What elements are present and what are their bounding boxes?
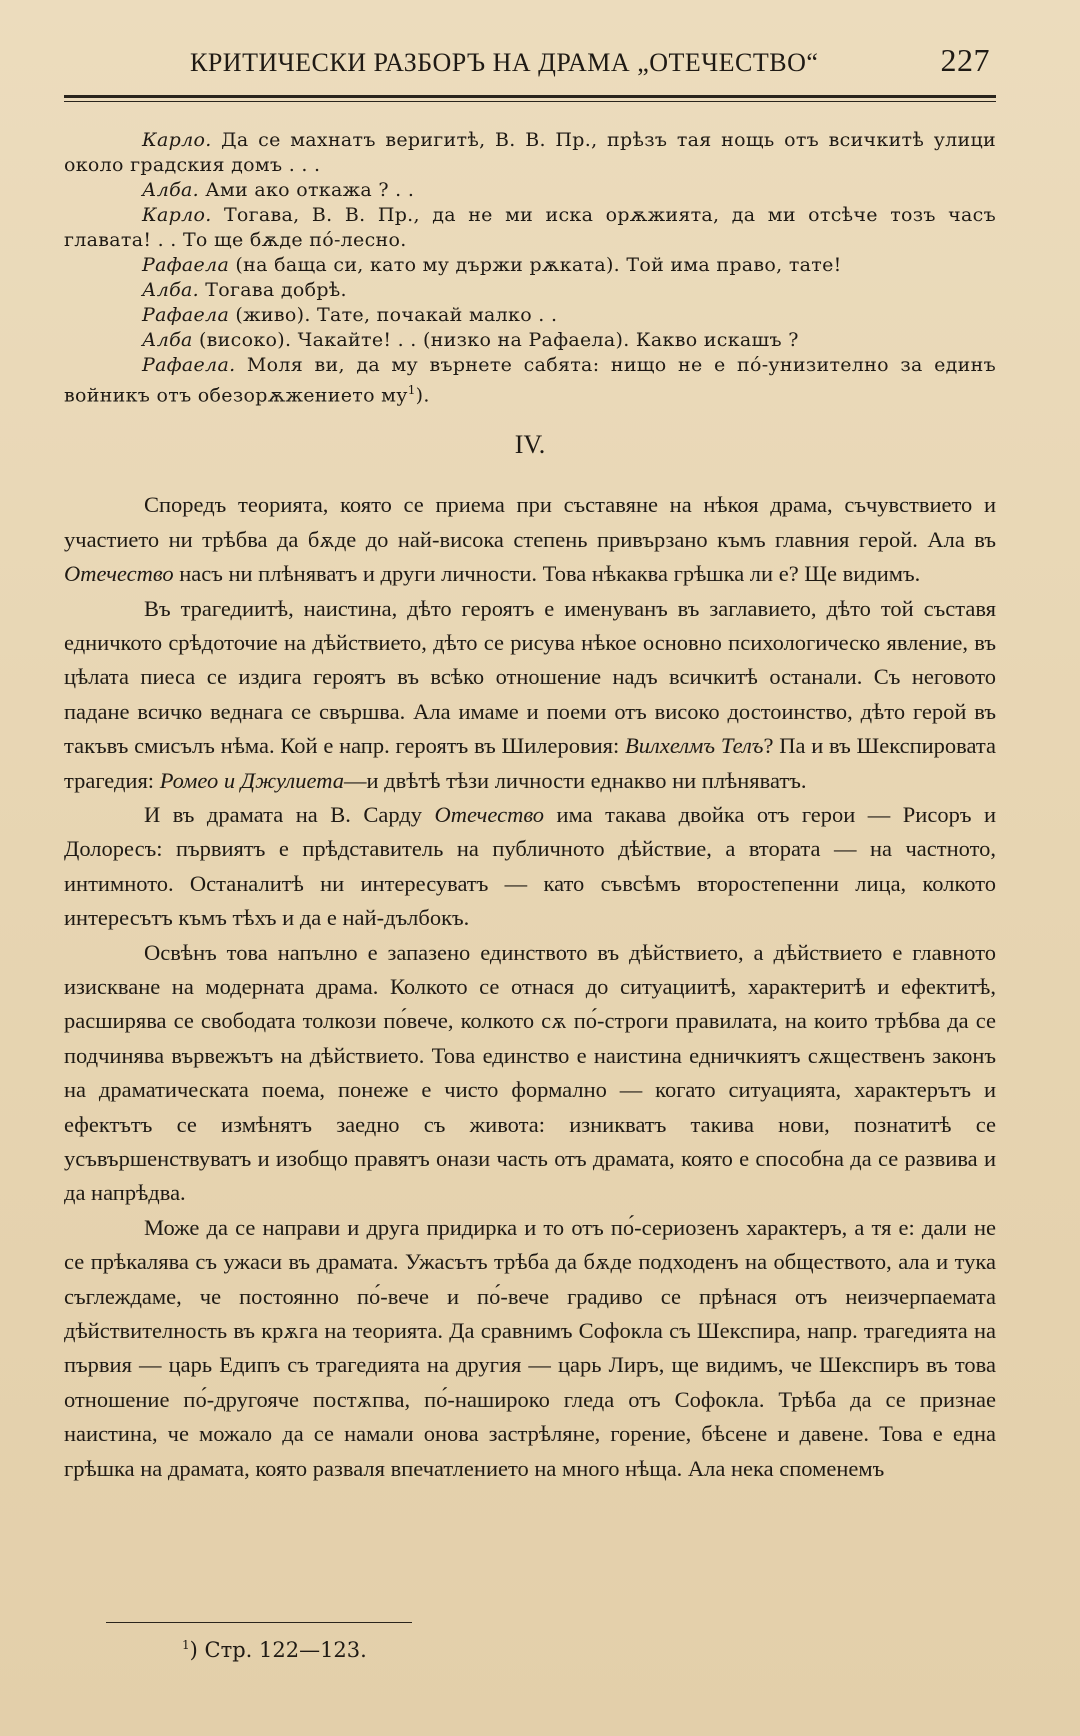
title-reference: Отечество <box>434 801 545 827</box>
footnote-rule <box>106 1622 412 1623</box>
paragraph-text: има такава двойка отъ герои — Рисоръ и Долоресъ: първиятъ е прѣдставитель на публичното дѣйствие, а втората — на частното, интимното. Останалитѣ ни интересуватъ — като съвсѣмъ второстепенни лица, колкото интересътъ къмъ тѣхъ и да е най-дълбокъ. <box>64 801 996 931</box>
speaker-name: Карло. <box>142 204 212 226</box>
dialogue-line <box>64 178 996 203</box>
page-number: 227 <box>940 42 990 78</box>
dialogue-line <box>64 203 996 253</box>
speaker-name: Рафаела. <box>142 354 236 376</box>
speaker-name: Алба. <box>142 279 199 301</box>
dialogue-text: Тогава добрѣ. <box>198 279 347 301</box>
dialogue-line <box>64 328 996 353</box>
dialogue-text: (на баща си, като му държи рѫката). Той има право, тате! <box>229 254 842 276</box>
dialogue-text: Тогава, В. В. Пр., да не ми иска орѫжията, да ми отсѣче тозъ часъ главата! . . То ще бѫде по́-лесно. <box>64 204 996 251</box>
paragraph: Освѣнъ това напълно е запазено единството въ дѣйствието, а дѣйствието е главното изискване на модерната драма. Колкото се отнася до ситуациитѣ, характеритѣ и ефектитѣ, расширява се свободата толкози по́вече, колкото сѫ по́-строги правилата, на които трѣбва да се подчинява вървежътъ на дѣйствието. Това единство е наистина едничкиятъ сѫщественъ законъ на драматическата поема, понеже е чисто формално — когато ситуацията, характерътъ и ефектътъ се измѣнятъ заедно съ живота: изникватъ такива нови, познатитѣ се усъвършенствуватъ и изобщо правятъ онази часть отъ драмата, която е способна да се развива и да напрѣдва. <box>64 939 996 1206</box>
paragraph-text: Споредъ теорията, която се приема при съставяне на нѣкоя драма, съчувствието и участието ни трѣбва да бѫде до най-висока степень привързано къмъ главния герой. Ала въ <box>64 492 996 552</box>
paragraph-text: И въ драмата на В. Сарду <box>144 801 435 827</box>
paragraph: Може да се направи и друга придирка и то отъ по́-сериозенъ характеръ, а тя е: дали не се прѣкалява съ ужаси въ драмата. Ужасътъ трѣба да бѫде подходенъ на обществото, ала и тука съглеждаме, че постоянно по́-вече и по́-вече градиво се прѣнася отъ неизчерпаемата дѣйствителность въ крѫга на теорията. Да сравнимъ Софокла съ Шекспира, напр. трагедията на първия — царь Едипъ съ трагедията на другия — царь Лиръ, ще видимъ, че Шекспиръ въ това отношение по́-другояче постѫпва, по́-нашироко гледа отъ Софокла. Трѣба да се признае наистина, че можало да се намали онова застрѣляне, горение, бѣсене и давене. Това е една грѣшка на драмата, която разваля впечатлението на много нѣща. Ала нека споменемъ <box>64 1214 996 1481</box>
footnote-reference: 1 <box>407 383 416 397</box>
dialogue-end: ). <box>415 384 430 407</box>
paragraph <box>64 488 996 591</box>
header-rule-thick <box>64 95 996 98</box>
dialogue-text: (високо). Чакайте! . . (низко на Рафаела). Какво искашъ ? <box>192 329 799 351</box>
paragraph <box>64 592 996 798</box>
speaker-name: Рафаела <box>142 254 230 276</box>
paragraph-text: —и двѣтѣ тѣзи личности еднакво ни плѣняватъ. <box>343 767 807 793</box>
speaker-name: Алба <box>142 329 193 351</box>
footnote-text: ) Стр. 122—123. <box>189 1638 367 1662</box>
paragraph-text: ? Па и въ Шекспировата трагедия: <box>64 733 996 793</box>
paragraph-text: насъ ни плѣняватъ и други личности. Това нѣкаква грѣшка ли е? Ще видимъ. <box>173 561 921 587</box>
dialogue-line <box>64 303 996 328</box>
section-number: IV. <box>514 430 546 460</box>
dialogue-text: Моля ви, да му върнете сабята: нищо не е по́-унизително за единъ войникъ отъ обезорѫжението му <box>64 354 996 407</box>
dialogue-line <box>64 278 996 303</box>
speaker-name: Карло. <box>142 129 212 151</box>
dialogue-line <box>64 353 996 408</box>
dialogue-line <box>64 253 996 278</box>
paragraph-text: Въ трагедиитѣ, наистина, дѣто героятъ е именуванъ въ заглавието, дѣто той съставя едничкото срѣдоточие на дѣйствието, дѣто се рисува нѣкое основно психологическо явление, въ цѣлата пиеса се издига героятъ въ всѣко отношение надъ всичкитѣ останали. Съ неговото падане всичко веднага се свършва. Ала имаме и поеми отъ високо достоинство, дѣто герой въ такъвъ смисълъ нѣма. Кой е напр. героятъ въ Шилеровия: <box>64 595 996 759</box>
dialogue-line <box>64 128 996 178</box>
footnote <box>182 1638 367 1662</box>
title-reference: Отечество <box>64 561 174 587</box>
body-text <box>64 488 996 1486</box>
speaker-name: Рафаела <box>142 304 230 326</box>
dialogue-text: (живо). Тате, почакай малко . . <box>229 304 558 326</box>
title-reference: Ромео и Джулиета <box>159 767 344 793</box>
dialogue-block <box>64 128 996 408</box>
header-rule-thin <box>64 101 996 102</box>
dialogue-text: Ами ако откажа ? . . <box>198 179 415 201</box>
page-header <box>64 42 996 79</box>
title-reference: Вилхелмъ Телъ <box>625 733 764 759</box>
dialogue-text: Да се махнатъ веригитѣ, В. В. Пр., прѣзъ тая нощь отъ всичкитѣ улици около градския домъ . . . <box>64 129 996 176</box>
paragraph <box>64 798 996 936</box>
running-title: КРИТИЧЕСКИ РАЗБОРЪ НА ДРАМА „ОТЕЧЕСТВО“ <box>190 48 819 77</box>
speaker-name: Алба. <box>142 179 199 201</box>
footnote-mark: 1 <box>182 1638 190 1652</box>
